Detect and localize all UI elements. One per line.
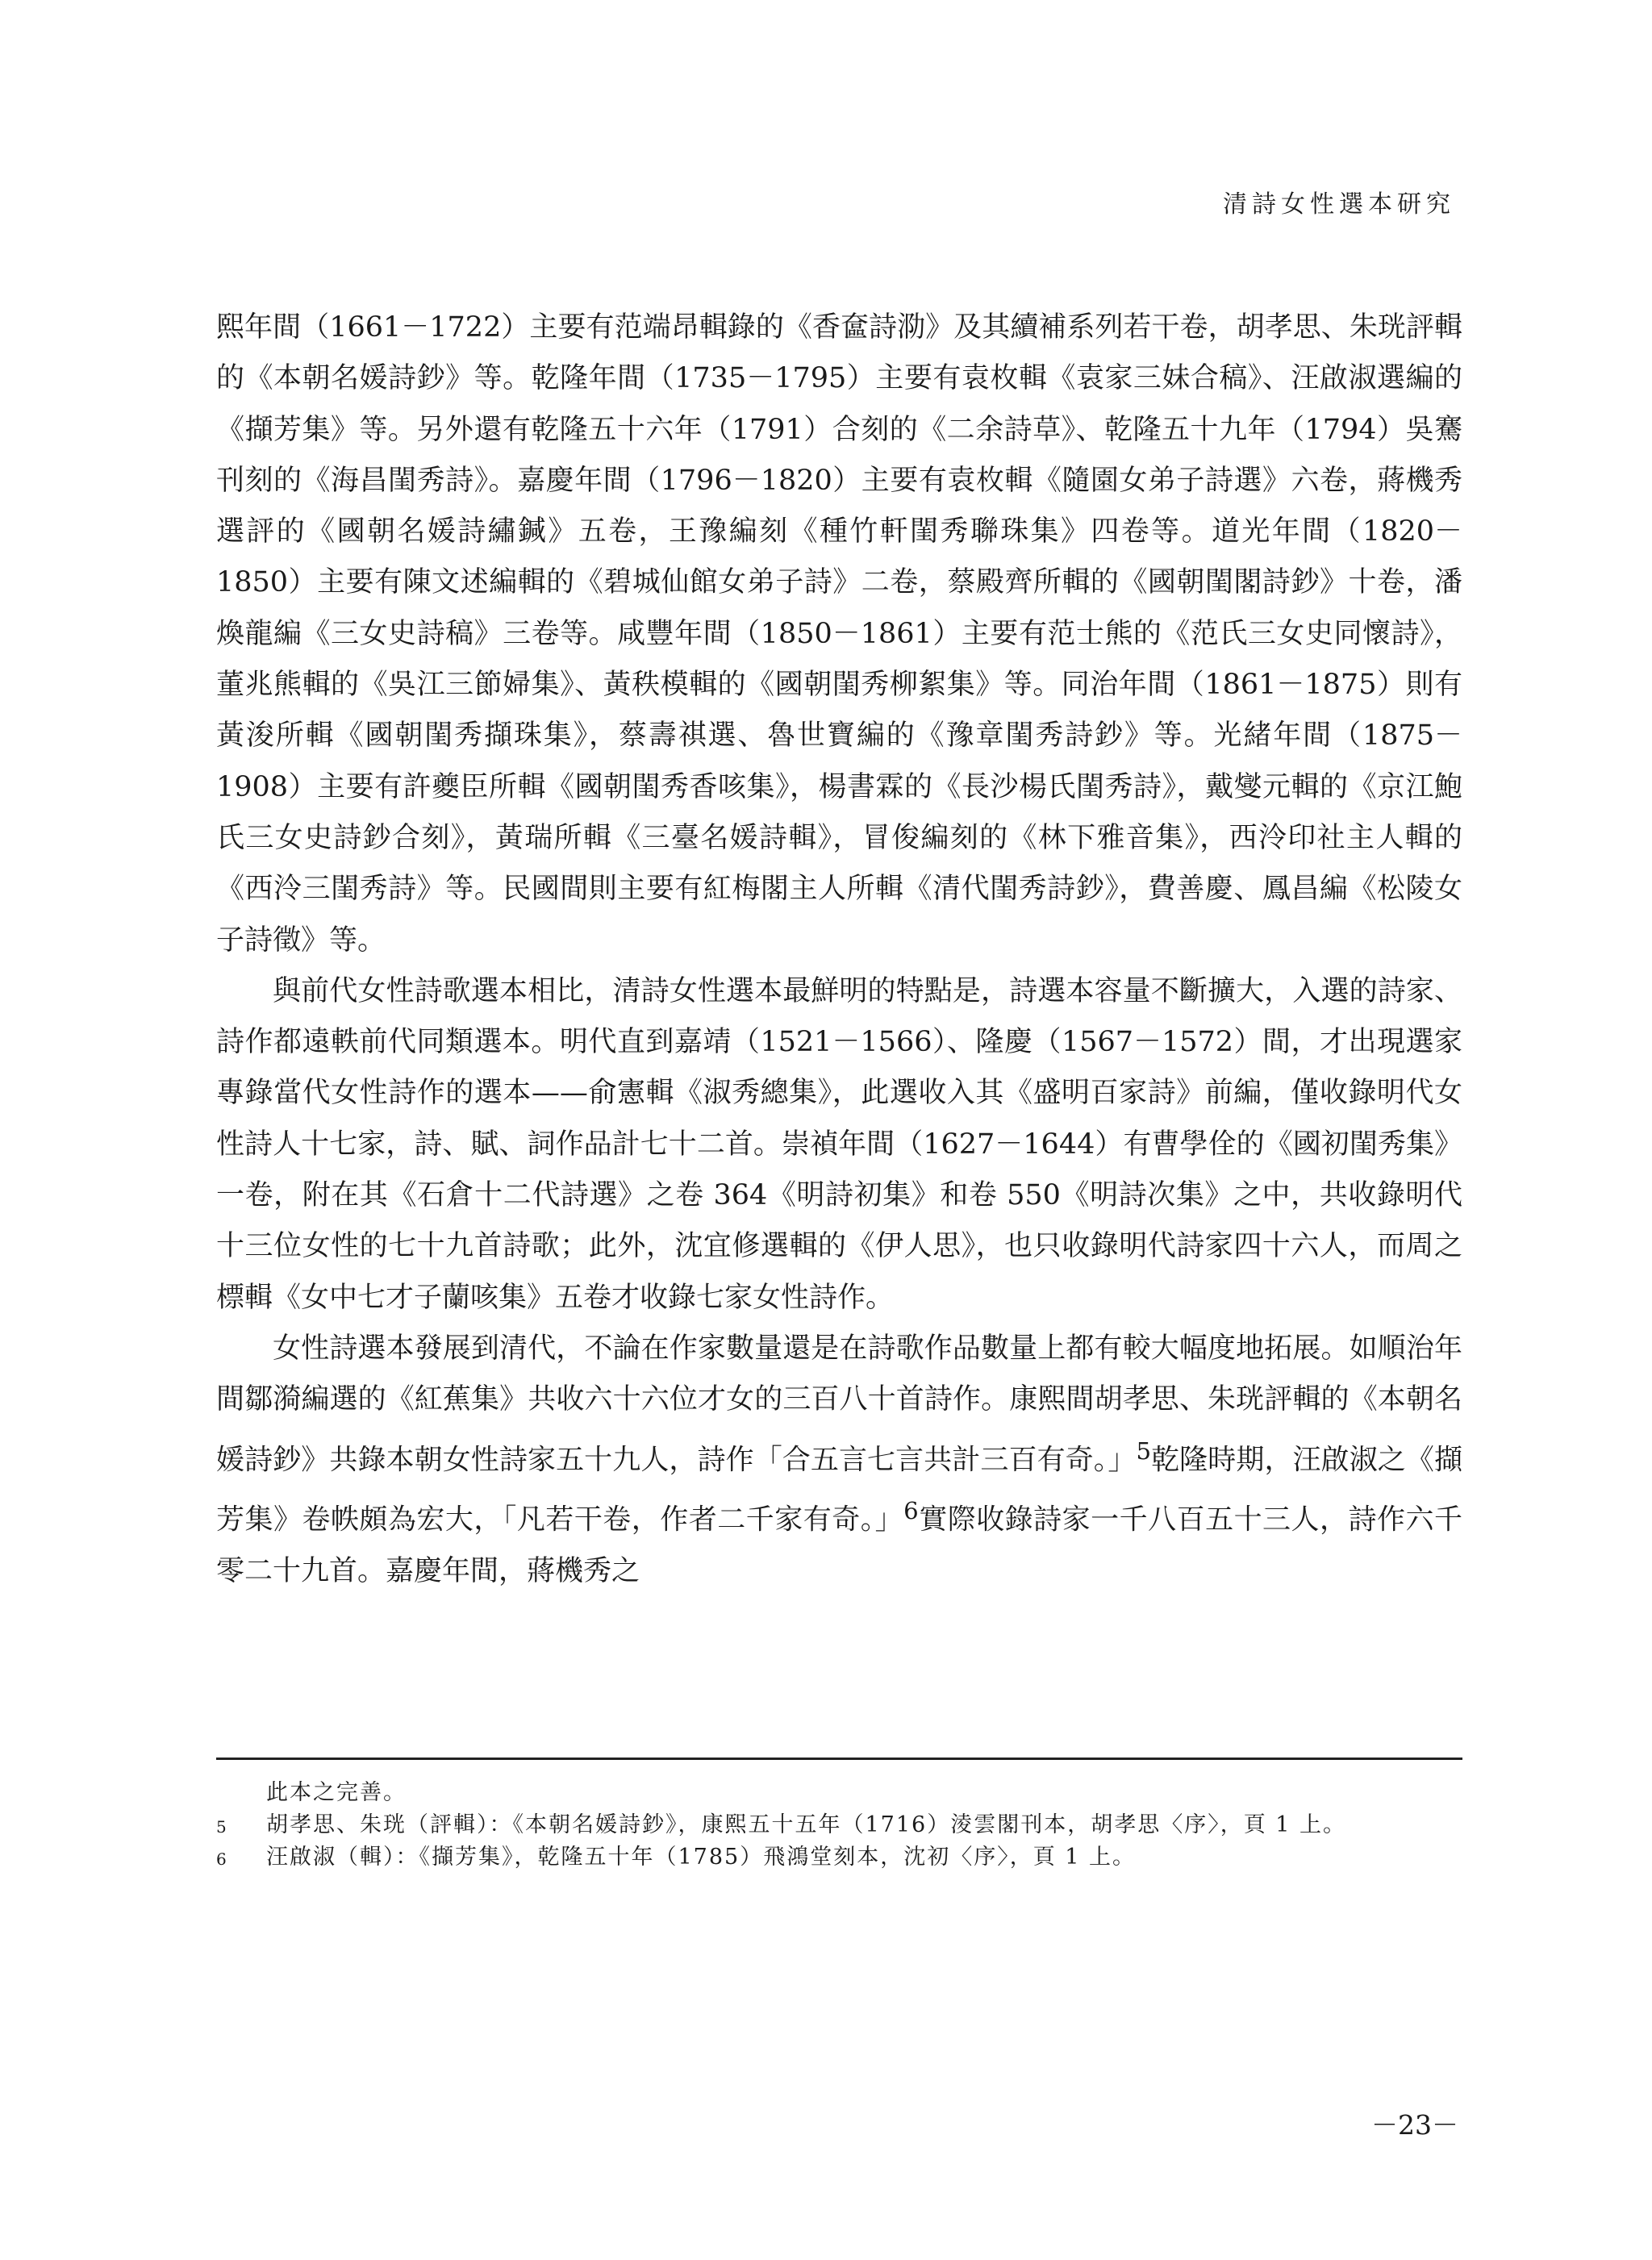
paragraph-3 — [216, 1324, 1462, 1598]
footnote-text: 汪啟淑（輯）：《擷芳集》，乾隆五十年（1785）飛鴻堂刻本，沈初〈序〉，頁 1 上。 — [266, 1845, 1137, 1870]
paragraph-3-part-1: 女性詩選本發展到清代，不論在作家數量還是在詩歌作品數量上都有較大幅度地拓展。如順治年間鄒漪編選的《紅蕉集》共收六十六位才女的三百八十首詩作。康熙間胡孝思、朱珖評輯的《本朝名媛詩鈔》共錄本朝女性詩家五十九人，詩作「合五言七言共計三百有奇。」 — [216, 1332, 1462, 1477]
footnotes — [216, 1777, 1462, 1874]
footnote-ref-6[interactable]: 6 — [903, 1497, 919, 1525]
paragraph-3-part-2: 乾隆時期，汪啟淑之《擷芳集》卷帙頗為宏大，「凡若干卷，作者二千家有奇。」 — [216, 1444, 1462, 1537]
running-header: 清詩女性選本研究 — [1223, 190, 1455, 219]
footnote-6 — [216, 1841, 1462, 1874]
footnote-text: 胡孝思、朱珖（評輯）：《本朝名媛詩鈔》，康熙五十五年（1716）淩雲閣刊本，胡孝思〈序〉，頁 1 上。 — [266, 1812, 1347, 1837]
footnote-ref-5[interactable]: 5 — [1136, 1436, 1151, 1465]
footnote-divider — [216, 1758, 1462, 1760]
footnote-continued-text: 此本之完善。 — [266, 1780, 407, 1805]
paragraph-2: 與前代女性詩歌選本相比，清詩女性選本最鮮明的特點是，詩選本容量不斷擴大，入選的詩家、詩作都遠軼前代同類選本。明代直到嘉靖（1521－1566）、隆慶（1567－1572）間，才出現選家專錄當代女性詩作的選本——俞憲輯《淑秀總集》，此選收入其《盛明百家詩》前編，僅收錄明代女性詩人十七家，詩、賦、詞作品計七十二首。崇禎年間（1627－1644）有曹學佺的《國初閨秀集》一卷，附在其《石倉十二代詩選》之卷 364《明詩初集》和卷 550《明詩次集》之中，共收錄明代十三位女性的七十九首詩歌；此外，沈宜修選輯的《伊人思》，也只收錄明代詩家四十六人，而周之標輯《女中七才子蘭咳集》五卷才收錄七家女性詩作。 — [216, 974, 1462, 1314]
footnote-continued — [216, 1777, 1462, 1809]
page-number: －23－ — [1371, 2109, 1458, 2141]
footnote-mark: 5 — [216, 1817, 228, 1837]
paragraph-1: 熙年間（1661－1722）主要有范端昂輯錄的《香奩詩泐》及其續補系列若干卷，胡孝思、朱珖評輯的《本朝名媛詩鈔》等。乾隆年間（1735－1795）主要有袁枚輯《袁家三妹合稿》、汪啟淑選編的《擷芳集》等。另外還有乾隆五十六年（1791）合刻的《二余詩草》、乾隆五十九年（1794）吳騫刊刻的《海昌閨秀詩》。嘉慶年間（1796－1820）主要有袁枚輯《隨園女弟子詩選》六卷，蔣機秀選評的《國朝名媛詩繡鍼》五卷，王豫編刻《種竹軒閨秀聯珠集》四卷等。道光年間（1820－1850）主要有陳文述編輯的《碧城仙館女弟子詩》二卷，蔡殿齊所輯的《國朝閨閣詩鈔》十卷，潘煥龍編《三女史詩稿》三卷等。咸豐年間（1850－1861）主要有范士熊的《范氏三女史同懷詩》，董兆熊輯的《吳江三節婦集》、黃秩模輯的《國朝閨秀柳絮集》等。同治年間（1861－1875）則有黃浚所輯《國朝閨秀擷珠集》，蔡壽祺選、魯世寶編的《豫章閨秀詩鈔》等。光緒年間（1875－1908）主要有許夔臣所輯《國朝閨秀香咳集》，楊書霖的《長沙楊氏閨秀詩》，戴燮元輯的《京江鮑氏三女史詩鈔合刻》，黃瑞所輯《三臺名媛詩輯》，冒俊編刻的《林下雅音集》，西泠印社主人輯的《西泠三閨秀詩》等。民國間則主要有紅梅閣主人所輯《清代閨秀詩鈔》，費善慶、鳳昌編《松陵女子詩徵》等。 — [216, 311, 1462, 957]
footnote-5 — [216, 1809, 1462, 1841]
body-text — [216, 302, 1462, 1598]
paragraph-3-part-3: 實際收錄詩家一千八百五十三人，詩作六千零二十九首。嘉慶年間，蔣機秀之 — [216, 1504, 1462, 1588]
footnote-mark: 6 — [216, 1849, 228, 1869]
